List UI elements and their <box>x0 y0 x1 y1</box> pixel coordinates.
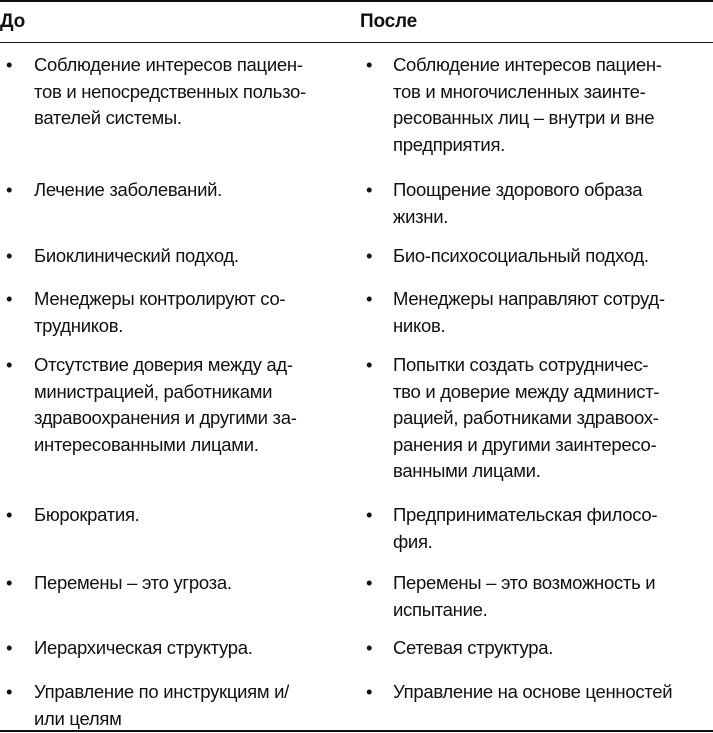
bullet-icon: • <box>6 637 13 658</box>
table-row <box>0 286 713 352</box>
bullet-icon: • <box>366 681 373 702</box>
table-bottom-rule <box>0 730 713 732</box>
before-text: Отсутствие доверия между ад- министрацией, работниками здравоохранения и другими за- интересованными лицами. <box>34 354 297 455</box>
table-row <box>0 243 713 286</box>
after-text: Попытки создать сотрудничес- тво и доверие между админист- рацией, работниками здравоох- ранения и другими заинтересо- ванными лицами. <box>393 354 660 481</box>
before-text: Бюрократия. <box>34 504 140 525</box>
bullet-icon: • <box>366 504 373 525</box>
bullet-icon: • <box>366 179 373 200</box>
after-text: Предпринимательская филосо- фия. <box>393 504 658 552</box>
bullet-icon: • <box>6 179 13 200</box>
table-row <box>0 635 713 679</box>
bullet-icon: • <box>366 54 373 75</box>
before-text: Управление по инструкциям и/ или целям <box>34 681 290 729</box>
table-row <box>0 502 713 570</box>
bullet-icon: • <box>6 504 13 525</box>
after-text: Поощрение здорового образа жизни. <box>393 179 643 227</box>
table-row <box>0 177 713 243</box>
after-text: Сетевая структура. <box>393 637 554 658</box>
after-text: Перемены – это возможность и испытание. <box>393 572 656 620</box>
header-divider-rule <box>0 42 713 43</box>
bullet-icon: • <box>366 288 373 309</box>
column-header-after: После <box>360 11 417 32</box>
bullet-icon: • <box>6 572 13 593</box>
table-row <box>0 679 713 733</box>
before-text: Биоклинический подход. <box>34 245 239 266</box>
after-text: Соблюдение интересов пациен- тов и многочисленных заинте- ресованных лиц – внутри и вне предприятия. <box>393 54 662 155</box>
before-text: Менеджеры контролируют со- трудников. <box>34 288 286 336</box>
bullet-icon: • <box>6 354 13 375</box>
table-row <box>0 52 713 177</box>
bullet-icon: • <box>366 637 373 658</box>
table-row <box>0 352 713 502</box>
after-text: Менеджеры направляют сотруд- ников. <box>393 288 665 336</box>
bullet-icon: • <box>6 681 13 702</box>
before-text: Соблюдение интересов пациен- тов и непосредственных пользо- вателей системы. <box>34 54 306 128</box>
table-body <box>0 52 713 733</box>
bullet-icon: • <box>366 354 373 375</box>
bullet-icon: • <box>366 245 373 266</box>
bullet-icon: • <box>6 54 13 75</box>
column-header-before: До <box>0 11 25 32</box>
bullet-icon: • <box>6 245 13 266</box>
table-row <box>0 570 713 635</box>
table-top-rule <box>0 0 713 2</box>
before-text: Перемены – это угроза. <box>34 572 232 593</box>
after-text: Управление на основе ценностей <box>393 681 673 702</box>
after-text: Био-психосоциальный подход. <box>393 245 649 266</box>
bullet-icon: • <box>6 288 13 309</box>
before-text: Иерархическая структура. <box>34 637 253 658</box>
bullet-icon: • <box>366 572 373 593</box>
before-text: Лечение заболеваний. <box>34 179 222 200</box>
